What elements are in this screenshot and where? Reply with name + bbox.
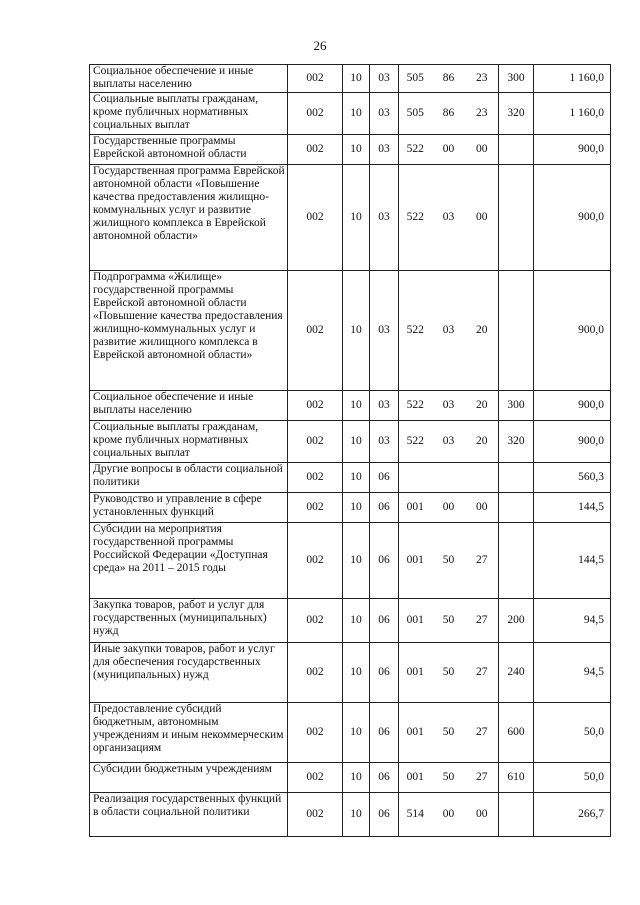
subprogram-code: 50 [432,523,466,599]
program-code: 514 [399,793,432,837]
program-code: 522 [399,135,432,165]
item-code: 20 [466,421,499,463]
expense-type-code: 320 [499,421,534,463]
page-number: 26 [313,38,327,53]
table-row [90,703,611,763]
section-code: 10 [343,271,370,391]
subprogram-code: 86 [432,93,466,135]
program-code: 522 [399,165,432,271]
expense-type-code [499,493,534,523]
budget-table [89,64,611,837]
subsection-code: 03 [370,165,399,271]
expense-type-code [499,463,534,493]
table-row [90,599,611,643]
item-code: 27 [466,763,499,793]
subsection-code: 06 [370,599,399,643]
row-name: Другие вопросы в области социальной политики [90,463,288,493]
amount-value: 900,0 [534,391,611,421]
expense-type-code: 240 [499,643,534,703]
row-name: Субсидии на мероприятия государственной программы Российской Федерации «Доступная среда» на 2011 – 2015 годы [90,523,288,599]
amount-value: 94,5 [534,599,611,643]
row-name: Социальное обеспечение и иные выплаты населению [90,391,288,421]
subsection-code: 06 [370,523,399,599]
amount-value: 1 160,0 [534,65,611,93]
subprogram-code: 03 [432,271,466,391]
table-row [90,643,611,703]
expense-type-code [499,523,534,599]
expense-type-code [499,793,534,837]
subprogram-code: 03 [432,165,466,271]
row-name: Социальные выплаты гражданам, кроме публичных нормативных социальных выплат [90,421,288,463]
row-name: Закупка товаров, работ и услуг для государственных (муниципальных) нужд [90,599,288,643]
amount-value: 144,5 [534,493,611,523]
row-name: Социальные выплаты гражданам, кроме публичных нормативных социальных выплат [90,93,288,135]
section-code: 10 [343,763,370,793]
subprogram-code: 86 [432,65,466,93]
amount-value: 900,0 [534,135,611,165]
ministry-code: 002 [288,599,343,643]
subsection-code: 06 [370,793,399,837]
section-code: 10 [343,703,370,763]
subsection-code: 06 [370,763,399,793]
ministry-code: 002 [288,65,343,93]
subsection-code: 03 [370,135,399,165]
subsection-code: 06 [370,493,399,523]
expense-type-code: 600 [499,703,534,763]
amount-value: 50,0 [534,763,611,793]
row-name: Государственные программы Еврейской автономной области [90,135,288,165]
ministry-code: 002 [288,135,343,165]
item-code: 00 [466,493,499,523]
table-row [90,763,611,793]
section-code: 10 [343,643,370,703]
expense-type-code [499,165,534,271]
row-name: Социальное обеспечение и иные выплаты населению [90,65,288,93]
amount-value: 50,0 [534,703,611,763]
table-row [90,391,611,421]
row-name: Государственная программа Еврейской автономной области «Повышение качества предоставления жилищно-коммунальных услуг и развитие жилищного комплекса в Еврейской автономной области» [90,165,288,271]
ministry-code: 002 [288,493,343,523]
row-name: Руководство и управление в сфере установленных функций [90,493,288,523]
subprogram-code: 50 [432,643,466,703]
expense-type-code [499,135,534,165]
ministry-code: 002 [288,703,343,763]
section-code: 10 [343,463,370,493]
expense-type-code: 300 [499,391,534,421]
subsection-code: 03 [370,391,399,421]
section-code: 10 [343,523,370,599]
amount-value: 266,7 [534,793,611,837]
expense-type-code: 300 [499,65,534,93]
table-body [90,65,611,837]
table-row [90,793,611,837]
table-row [90,271,611,391]
item-code: 00 [466,165,499,271]
section-code: 10 [343,135,370,165]
program-code [399,463,432,493]
row-name: Реализация государственных функций в области социальной политики [90,793,288,837]
subsection-code: 06 [370,643,399,703]
table-row [90,165,611,271]
table-row [90,493,611,523]
ministry-code: 002 [288,523,343,599]
section-code: 10 [343,421,370,463]
subprogram-code: 03 [432,391,466,421]
program-code: 522 [399,421,432,463]
subprogram-code [432,463,466,493]
item-code: 27 [466,599,499,643]
section-code: 10 [343,93,370,135]
section-code: 10 [343,793,370,837]
item-code: 27 [466,703,499,763]
program-code: 001 [399,763,432,793]
amount-value: 1 160,0 [534,93,611,135]
ministry-code: 002 [288,93,343,135]
ministry-code: 002 [288,391,343,421]
table-row [90,135,611,165]
subsection-code: 06 [370,703,399,763]
subprogram-code: 00 [432,793,466,837]
program-code: 001 [399,643,432,703]
program-code: 001 [399,599,432,643]
program-code: 001 [399,703,432,763]
subprogram-code: 50 [432,703,466,763]
subprogram-code: 50 [432,763,466,793]
row-name: Подпрограмма «Жилище» государственной программы Еврейской автономной области «Повышение качества предоставления жилищно-коммунальных услуг и развитие жилищного комплекса в Еврейской автономной области» [90,271,288,391]
expense-type-code [499,271,534,391]
section-code: 10 [343,391,370,421]
section-code: 10 [343,599,370,643]
subsection-code: 06 [370,463,399,493]
ministry-code: 002 [288,643,343,703]
amount-value: 94,5 [534,643,611,703]
row-name: Субсидии бюджетным учреждениям [90,763,288,793]
subsection-code: 03 [370,271,399,391]
amount-value: 900,0 [534,421,611,463]
item-code [466,463,499,493]
program-code: 001 [399,523,432,599]
program-code: 505 [399,93,432,135]
table-row [90,93,611,135]
amount-value: 560,3 [534,463,611,493]
subsection-code: 03 [370,93,399,135]
ministry-code: 002 [288,271,343,391]
table-row [90,463,611,493]
item-code: 27 [466,523,499,599]
amount-value: 900,0 [534,271,611,391]
ministry-code: 002 [288,165,343,271]
subsection-code: 03 [370,421,399,463]
row-name: Предоставление субсидий бюджетным, автономным учреждениям и иным некоммерческим организациям [90,703,288,763]
subprogram-code: 00 [432,493,466,523]
ministry-code: 002 [288,793,343,837]
item-code: 00 [466,135,499,165]
program-code: 522 [399,391,432,421]
item-code: 23 [466,65,499,93]
subprogram-code: 03 [432,421,466,463]
subprogram-code: 00 [432,135,466,165]
ministry-code: 002 [288,763,343,793]
program-code: 522 [399,271,432,391]
item-code: 27 [466,643,499,703]
ministry-code: 002 [288,463,343,493]
row-name: Иные закупки товаров, работ и услуг для обеспечения государственных (муниципальных) нужд [90,643,288,703]
subsection-code: 03 [370,65,399,93]
amount-value: 144,5 [534,523,611,599]
section-code: 10 [343,493,370,523]
table-row [90,421,611,463]
expense-type-code: 320 [499,93,534,135]
subprogram-code: 50 [432,599,466,643]
expense-type-code: 610 [499,763,534,793]
item-code: 00 [466,793,499,837]
section-code: 10 [343,65,370,93]
item-code: 23 [466,93,499,135]
section-code: 10 [343,165,370,271]
program-code: 505 [399,65,432,93]
table-row [90,65,611,93]
ministry-code: 002 [288,421,343,463]
amount-value: 900,0 [534,165,611,271]
item-code: 20 [466,391,499,421]
item-code: 20 [466,271,499,391]
program-code: 001 [399,493,432,523]
expense-type-code: 200 [499,599,534,643]
table-row [90,523,611,599]
